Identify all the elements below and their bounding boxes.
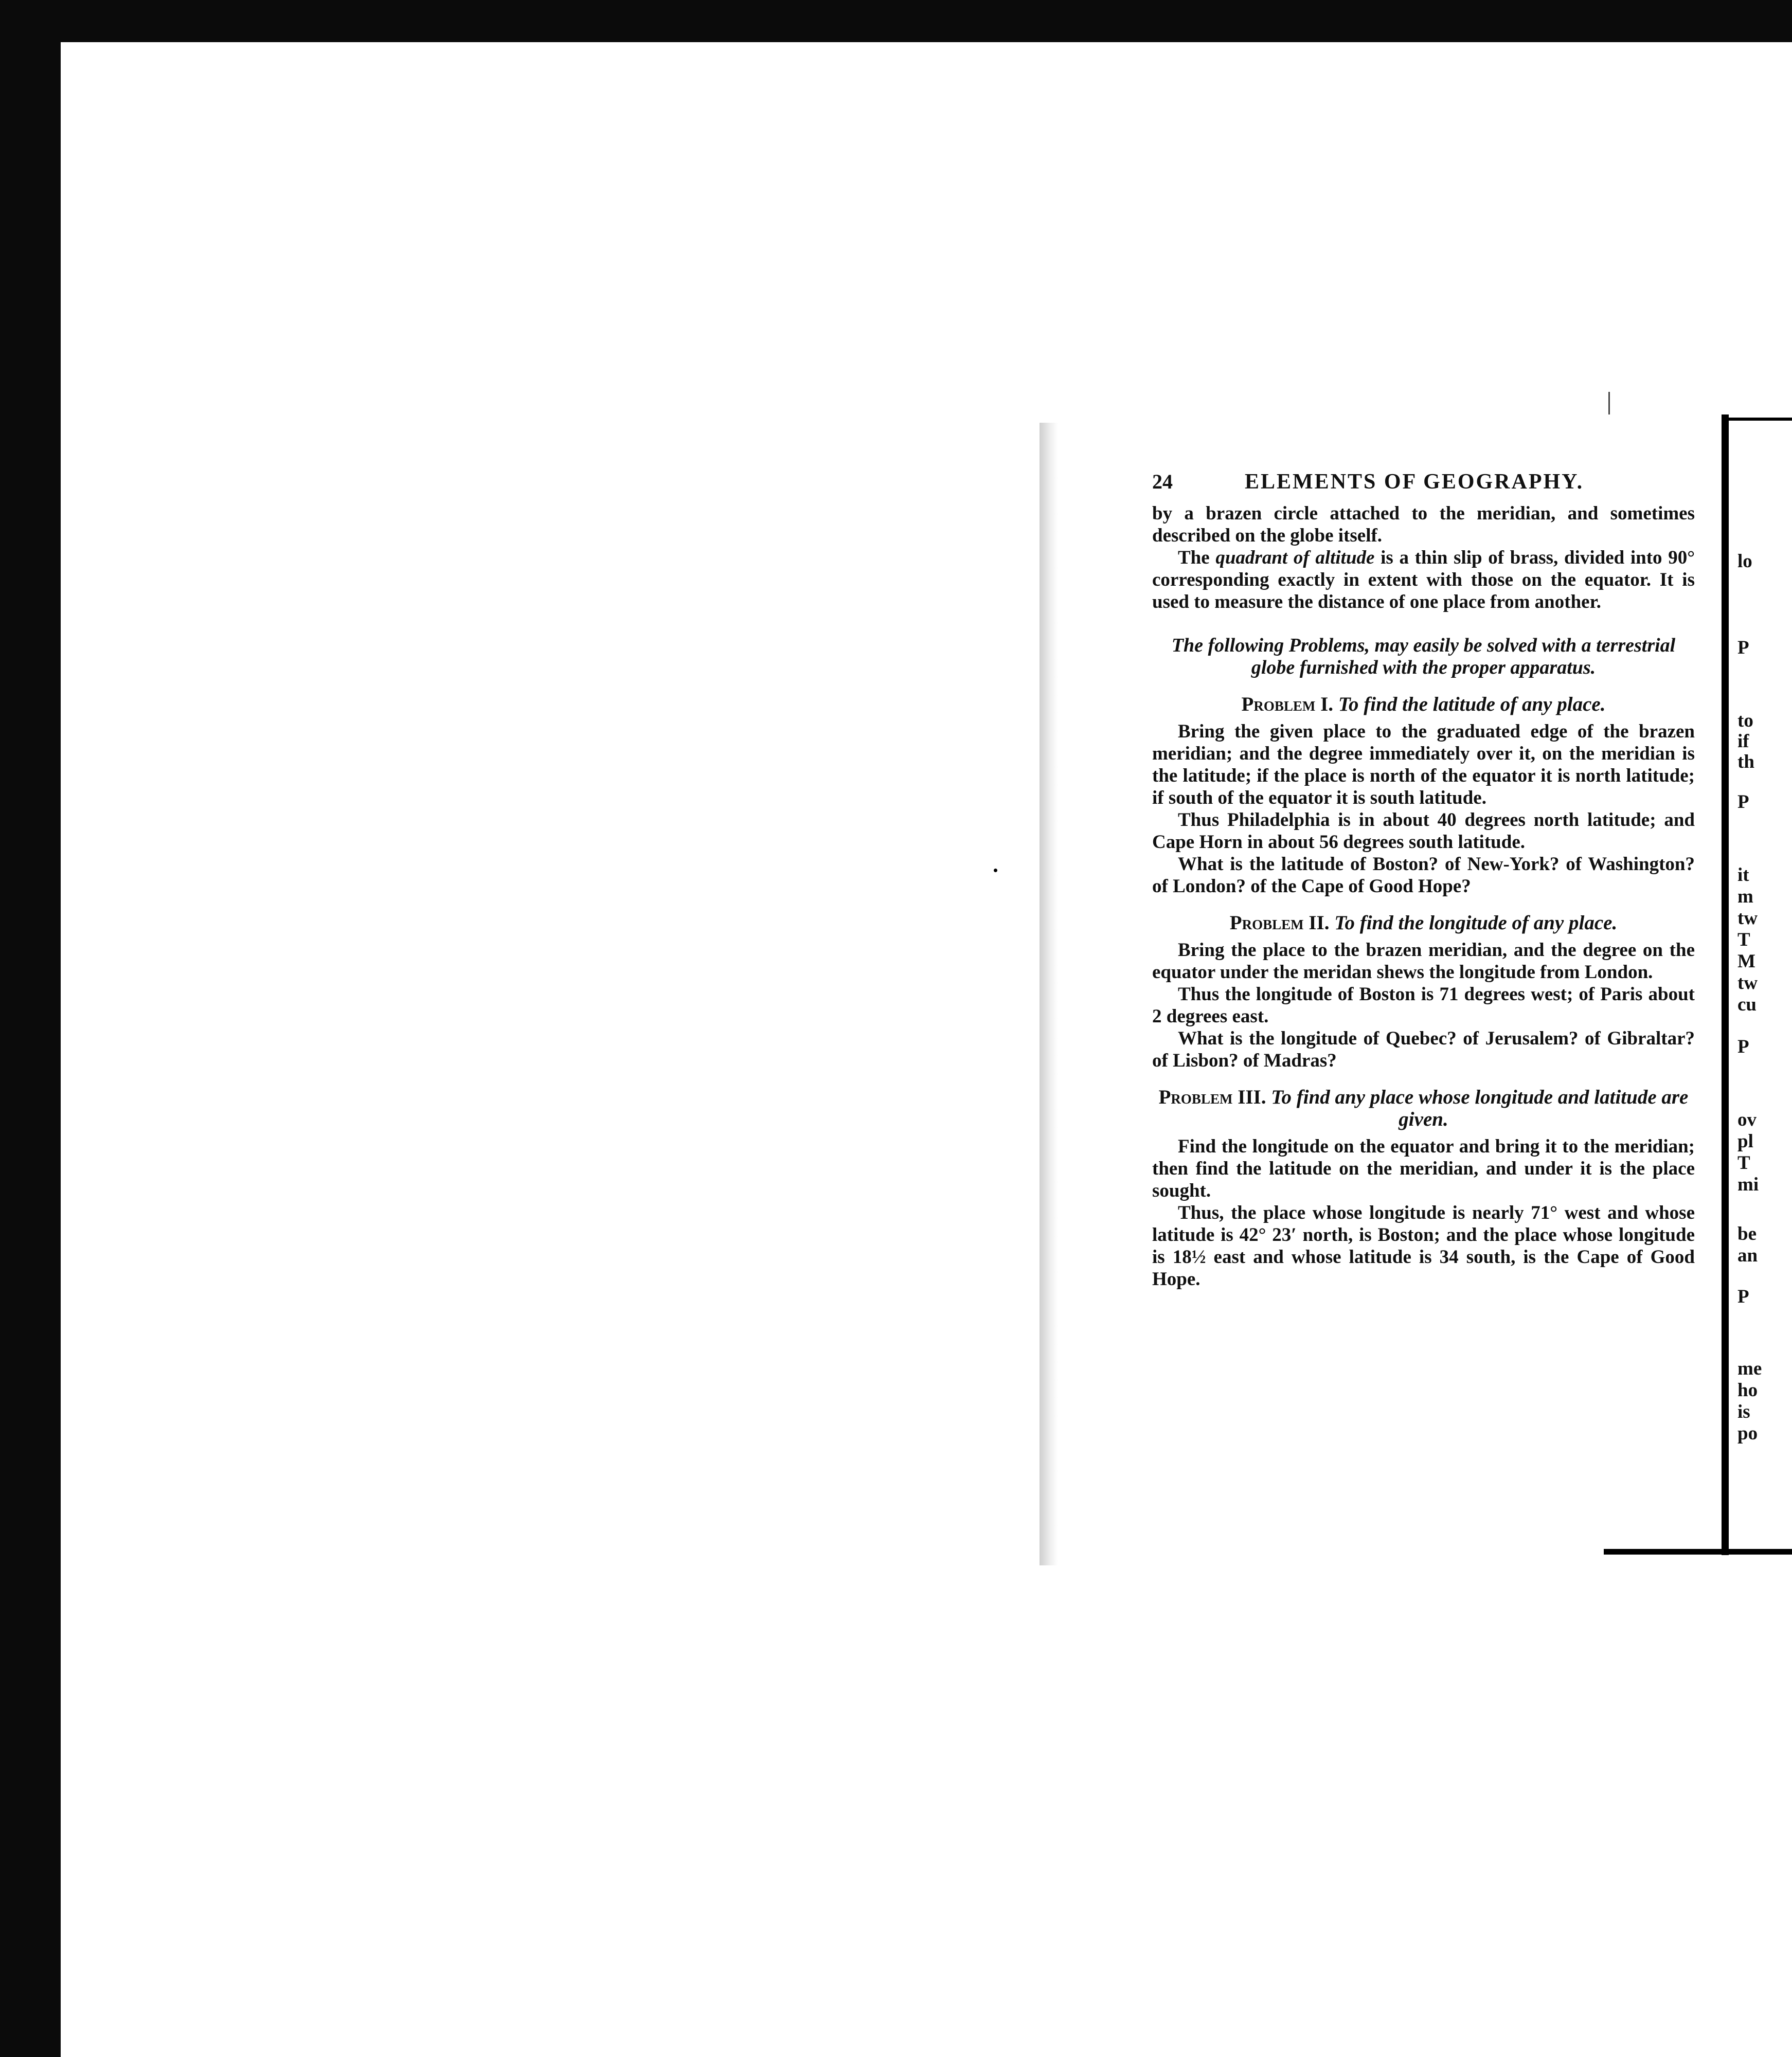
fragment: ho [1737, 1380, 1758, 1401]
problem-1-questions: What is the latitude of Boston? of New-York? of Washington? of London? of the Cape of Good Hope? [1152, 854, 1695, 897]
fragment: P [1737, 1036, 1749, 1057]
fragment: P [1737, 637, 1749, 658]
facing-page-vertical-rule [1722, 414, 1729, 1555]
paragraph-brazen-circle: by a brazen circle attached to the meridian, and sometimes described on the globe itself. [1152, 503, 1695, 546]
fragment: me [1737, 1358, 1762, 1379]
fragment: is [1737, 1401, 1750, 1422]
fragment: an [1737, 1245, 1758, 1266]
problem-3-paragraph: Find the longitude on the equator and bring it to the meridian; then find the latitude on the meridian, and under it is the place sought. [1152, 1136, 1695, 1201]
fragment: cu [1737, 994, 1757, 1015]
fragment: tw [1737, 972, 1758, 994]
fragment: P [1737, 1286, 1749, 1307]
speck [994, 869, 997, 872]
facing-page-top-rule [1725, 418, 1792, 421]
fragment: T [1737, 929, 1750, 950]
page-gutter-shadow [1040, 423, 1058, 1565]
fragment: it [1737, 864, 1749, 886]
problem-2-heading [1152, 912, 1695, 934]
problem-1-example: Thus Philadelphia is in about 40 degrees north latitude; and Cape Horn in about 56 degrees south latitude. [1152, 809, 1695, 853]
fragment: th [1737, 751, 1754, 772]
paragraph-lead: The [1178, 547, 1216, 568]
problem-3-example: Thus, the place whose longitude is nearly 71° west and whose latitude is 42° 23′ north, is Boston; and the place whose longitude is 18½ east and whose latitude is 34 south, is the Cape of Good Hope. [1152, 1202, 1695, 1290]
edge-mark [1608, 392, 1610, 414]
problem-word: Problem [1241, 693, 1316, 715]
problems-intro: The following Problems, may easily be solved with a terrestrial globe furnished with the proper apparatus. [1171, 635, 1676, 678]
fragment: tw [1737, 908, 1758, 929]
fragment: T [1737, 1152, 1750, 1174]
fragment: P [1737, 791, 1749, 813]
problem-1-paragraph: Bring the given place to the graduated edge of the brazen meridian; and the degree immediately over it, on the meridian is the latitude; if the place is north of the equator it is north latitude; if south of the equator it is south latitude. [1152, 721, 1695, 808]
paragraph-quadrant [1152, 547, 1695, 613]
problem-number: III. [1238, 1086, 1266, 1108]
problem-number: I. [1320, 693, 1334, 715]
fragment: pl [1737, 1131, 1753, 1152]
page-header [1152, 471, 1695, 493]
fragment: po [1737, 1423, 1758, 1444]
problem-3-heading [1152, 1086, 1695, 1130]
running-title: ELEMENTS OF GEOGRAPHY. [1245, 470, 1584, 494]
page-number: 24 [1152, 470, 1173, 493]
problem-title: To find any place whose longitude and latitude are given. [1271, 1086, 1689, 1130]
problem-2-example: Thus the longitude of Boston is 71 degrees west; of Paris about 2 degrees east. [1152, 984, 1695, 1027]
problem-2-questions: What is the longitude of Quebec? of Jerusalem? of Gibraltar? of Lisbon? of Madras? [1152, 1028, 1695, 1071]
fragment: if [1737, 731, 1749, 752]
fragment: m [1737, 886, 1753, 907]
fragment: lo [1737, 551, 1752, 572]
problem-title: To find the longitude of any place. [1334, 912, 1618, 934]
problem-number: II. [1309, 912, 1330, 934]
facing-page-bottom-rule [1604, 1549, 1792, 1555]
fragment: mi [1737, 1174, 1759, 1195]
problem-2-paragraph: Bring the place to the brazen meridian, and the degree on the equator under the meridan shews the longitude from London. [1152, 940, 1695, 983]
page-text [1152, 471, 1695, 1290]
fragment: to [1737, 710, 1753, 731]
term-quadrant: quadrant of altitude [1215, 547, 1375, 568]
problem-word: Problem [1229, 912, 1304, 934]
problem-1-heading [1152, 693, 1695, 715]
fragment: ov [1737, 1109, 1757, 1130]
paragraph-rest: is a thin slip of brass, divided into 90° corresponding exactly in extent with those on the equator. It is used to measure the distance of one place from another. [1152, 547, 1695, 612]
problem-word: Problem [1158, 1086, 1233, 1108]
fragment: be [1737, 1223, 1757, 1244]
fragment: M [1737, 951, 1755, 972]
problem-title: To find the latitude of any place. [1338, 693, 1606, 715]
